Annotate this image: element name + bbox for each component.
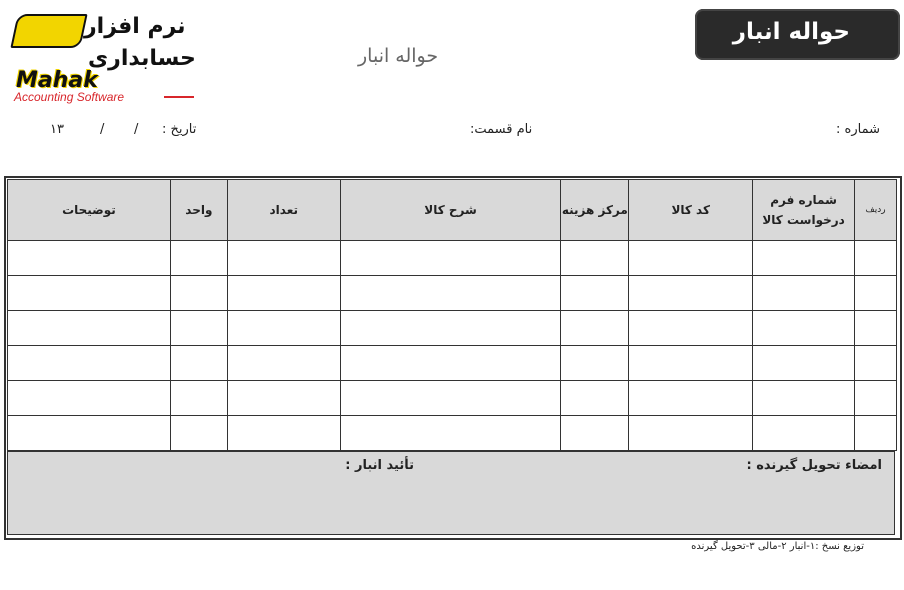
- table-cell[interactable]: [629, 311, 753, 346]
- signature-area: [7, 451, 895, 535]
- table-row: [8, 416, 897, 451]
- table-cell[interactable]: [629, 276, 753, 311]
- col-header-notes: توضیحات: [8, 180, 171, 241]
- table-row: [8, 346, 897, 381]
- table-cell[interactable]: [340, 241, 561, 276]
- table-cell[interactable]: [753, 311, 855, 346]
- section-name-label: نام قسمت:: [470, 122, 533, 137]
- table-cell[interactable]: [855, 241, 897, 276]
- table-cell[interactable]: [227, 276, 340, 311]
- table-cell[interactable]: [629, 381, 753, 416]
- table-cell[interactable]: [8, 416, 171, 451]
- logo-title-fa: نرم افزار: [84, 14, 186, 39]
- table-cell[interactable]: [170, 346, 227, 381]
- table-row: [8, 276, 897, 311]
- table-cell[interactable]: [629, 241, 753, 276]
- table-cell[interactable]: [855, 381, 897, 416]
- date-year: ۱۳: [50, 122, 64, 137]
- table-cell[interactable]: [340, 276, 561, 311]
- table-cell[interactable]: [561, 241, 629, 276]
- col-header-row-number: ردیف: [855, 180, 897, 241]
- table-cell[interactable]: [227, 346, 340, 381]
- date-label: تاریخ :: [162, 122, 197, 137]
- col-header-request-form: شماره فرم درخواست کالا: [753, 180, 855, 241]
- table-cell[interactable]: [340, 311, 561, 346]
- doc-type-badge: [695, 9, 900, 60]
- col-header-cost-center: مرکز هزینه: [561, 180, 629, 241]
- distribution-note: توزیع نسخ :۱-انبار ۲-مالی ۳-تحویل گیرنده: [691, 541, 864, 552]
- mahak-logo: [14, 12, 196, 104]
- receiver-signature-label: امضاء تحویل گیرنده :: [746, 458, 882, 473]
- table-cell[interactable]: [170, 416, 227, 451]
- logo-underline: [164, 96, 194, 98]
- date-separator: /: [134, 122, 139, 137]
- page-title: حواله انبار: [358, 45, 439, 67]
- table-cell[interactable]: [561, 416, 629, 451]
- table-cell[interactable]: [855, 276, 897, 311]
- table-cell[interactable]: [561, 311, 629, 346]
- table-cell[interactable]: [227, 416, 340, 451]
- table-cell[interactable]: [8, 381, 171, 416]
- table-cell[interactable]: [753, 346, 855, 381]
- table-cell[interactable]: [561, 346, 629, 381]
- table-cell[interactable]: [753, 416, 855, 451]
- table-cell[interactable]: [227, 311, 340, 346]
- table-cell[interactable]: [855, 416, 897, 451]
- table-cell[interactable]: [340, 381, 561, 416]
- table-cell[interactable]: [855, 346, 897, 381]
- number-label: شماره :: [836, 122, 880, 137]
- logo-subtitle: Accounting Software: [14, 90, 125, 104]
- table-cell[interactable]: [855, 311, 897, 346]
- table-cell[interactable]: [561, 381, 629, 416]
- table-cell[interactable]: [753, 276, 855, 311]
- date-separator: /: [100, 122, 105, 137]
- table-cell[interactable]: [170, 276, 227, 311]
- table-cell[interactable]: [170, 241, 227, 276]
- table-cell[interactable]: [227, 381, 340, 416]
- table-cell[interactable]: [8, 346, 171, 381]
- col-header-unit: واحد: [170, 180, 227, 241]
- table-row: [8, 311, 897, 346]
- table-cell[interactable]: [340, 346, 561, 381]
- logo-brand-fa: حسابداری: [88, 46, 196, 71]
- col-header-quantity: تعداد: [227, 180, 340, 241]
- table-cell[interactable]: [753, 381, 855, 416]
- table-header-row: [8, 180, 897, 241]
- table-cell[interactable]: [340, 416, 561, 451]
- table-cell[interactable]: [629, 416, 753, 451]
- table-cell[interactable]: [227, 241, 340, 276]
- logo-brand-en: Mahak: [16, 68, 98, 93]
- table-cell[interactable]: [561, 276, 629, 311]
- table-cell[interactable]: [629, 346, 753, 381]
- doc-type-badge-label: حواله انبار: [732, 19, 850, 45]
- table-cell[interactable]: [8, 276, 171, 311]
- col-header-description: شرح کالا: [340, 180, 561, 241]
- table-cell[interactable]: [170, 381, 227, 416]
- table-row: [8, 381, 897, 416]
- table-cell[interactable]: [170, 311, 227, 346]
- col-header-item-code: کد کالا: [629, 180, 753, 241]
- table-cell[interactable]: [8, 311, 171, 346]
- store-approval-label: تأئید انبار :: [345, 458, 414, 473]
- table-cell[interactable]: [8, 241, 171, 276]
- table-cell[interactable]: [753, 241, 855, 276]
- logo-mark: [10, 14, 87, 48]
- items-table: [7, 179, 897, 451]
- table-row: [8, 241, 897, 276]
